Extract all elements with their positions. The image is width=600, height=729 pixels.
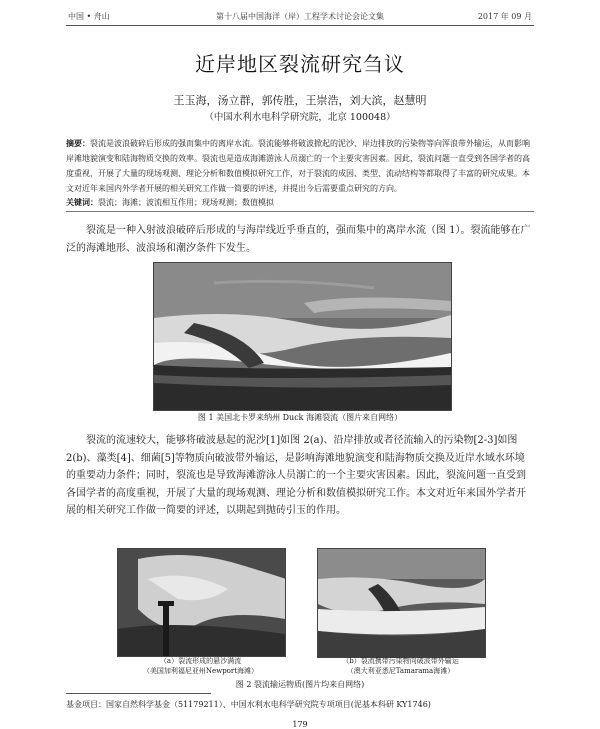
- keywords-text: 裂流；海滩；波流相互作用；现场观测；数值模拟: [98, 198, 274, 207]
- paper-affiliation: （中国水利水电科学研究院，北京 100048）: [204, 112, 396, 123]
- keywords-label: 关键词：: [66, 197, 98, 207]
- figure-1-rip-current-photo: [153, 262, 452, 411]
- header-rule: [66, 25, 534, 26]
- header-location: 中国 • 舟山: [68, 12, 110, 21]
- figure-2b-subcaption: [317, 656, 484, 676]
- figure-1-caption: 图 1 美国北卡罗来纳州 Duck 海滩裂流（图片来自网络）: [197, 413, 403, 422]
- figure-2b-pollutant-transport-photo: [317, 548, 486, 658]
- figure-2a-subcaption-line1: （a）裂流形成的悬沙满流: [159, 657, 242, 665]
- abstract: [66, 136, 534, 196]
- figure-2a-sediment-plume-photo: [117, 548, 286, 657]
- header-proceedings: 第十八届中国海洋（岸）工程学术讨论会论文集: [216, 12, 384, 21]
- body-paragraph-1: 裂流是一种入射波浪破碎后形成的与海岸线近乎垂直的，强而集中的离岸水流（图 1）。裂流能够在广泛的海滩地形、波浪场和潮汐条件下发生。: [66, 225, 531, 254]
- figure-2a-subcaption: [117, 656, 284, 676]
- sediment-plume-photo: [118, 549, 285, 656]
- funding-footnote: 基金项目：国家自然科学基金（51179211）、中国水利水电科学研究院专项项目(泥基本科研 KY1746): [66, 700, 431, 709]
- abstract-text: 裂流是波浪破碎后形成的强而集中的离岸水流。裂流能够将破波掀起的泥沙、岸边排放的污染物等向浑浪带外输运，从而影响岸滩地貌演变和陆海物质交换的效率。裂流也是造成海滩游泳人员溺亡的一个主要灾害因素。因此，裂流问题一直受到各国学者的高度重视，开展了大量的现场观测、理论分析和数值模拟研究工作，对于裂流的成因、类型、流动结构等都取得了丰富的研究成果。本文对近年来国内外学者开展的相关研究工作做一简要的评述，并提出今后需要重点研究的方向。: [66, 139, 530, 193]
- figure-2a-subcaption-line2: （美国加利福尼亚州Newport海滩）: [142, 667, 259, 675]
- figure-2b-subcaption-line1: （b）裂流携带污染物向破波带外输运: [342, 657, 459, 665]
- rip-current-photo: [154, 263, 451, 410]
- abstract-label: 摘要：: [66, 138, 90, 148]
- footnote-rule: [66, 693, 211, 694]
- body-paragraph-2: 裂流的流速较大，能够将破波悬起的泥沙[1]如图 2(a)、沿岸排放或者径流输入的污染物[2-3]如图 2(b)、藻类[4]、细菌[5]等物质向破波带外输运，是影响海滩地貌演变和陆海物质交换及近岸水域水环境的重要动力条件；同时，裂流也是导致海滩游泳人员溺亡的一个主要灾害因素。因此，裂流问题一直受到各国学者的高度重视，开展了大量的现场观测、理论分析和数值模拟研究工作。本文对近年来国外学者开展的相关研究工作做一简要的评述，以期起到抛砖引玉的作用。: [66, 435, 526, 516]
- figure-2b-subcaption-line2: （澳大利亚悉尼Tamarama海滩）: [346, 667, 455, 675]
- page-number: 179: [292, 720, 308, 729]
- abstract-rule: [66, 211, 534, 212]
- pollutant-transport-photo: [318, 549, 485, 657]
- figure-2-caption: 图 2 裂流输运物质(图片均来自网络): [235, 680, 365, 689]
- keywords: [66, 197, 534, 208]
- header-date: 2017 年 09 月: [477, 12, 532, 21]
- paper-authors: 王玉海，汤立群，郭传胜，王崇浩，刘大滨，赵慧明: [173, 94, 427, 107]
- paper-title: 近岸地区裂流研究刍议: [195, 52, 405, 76]
